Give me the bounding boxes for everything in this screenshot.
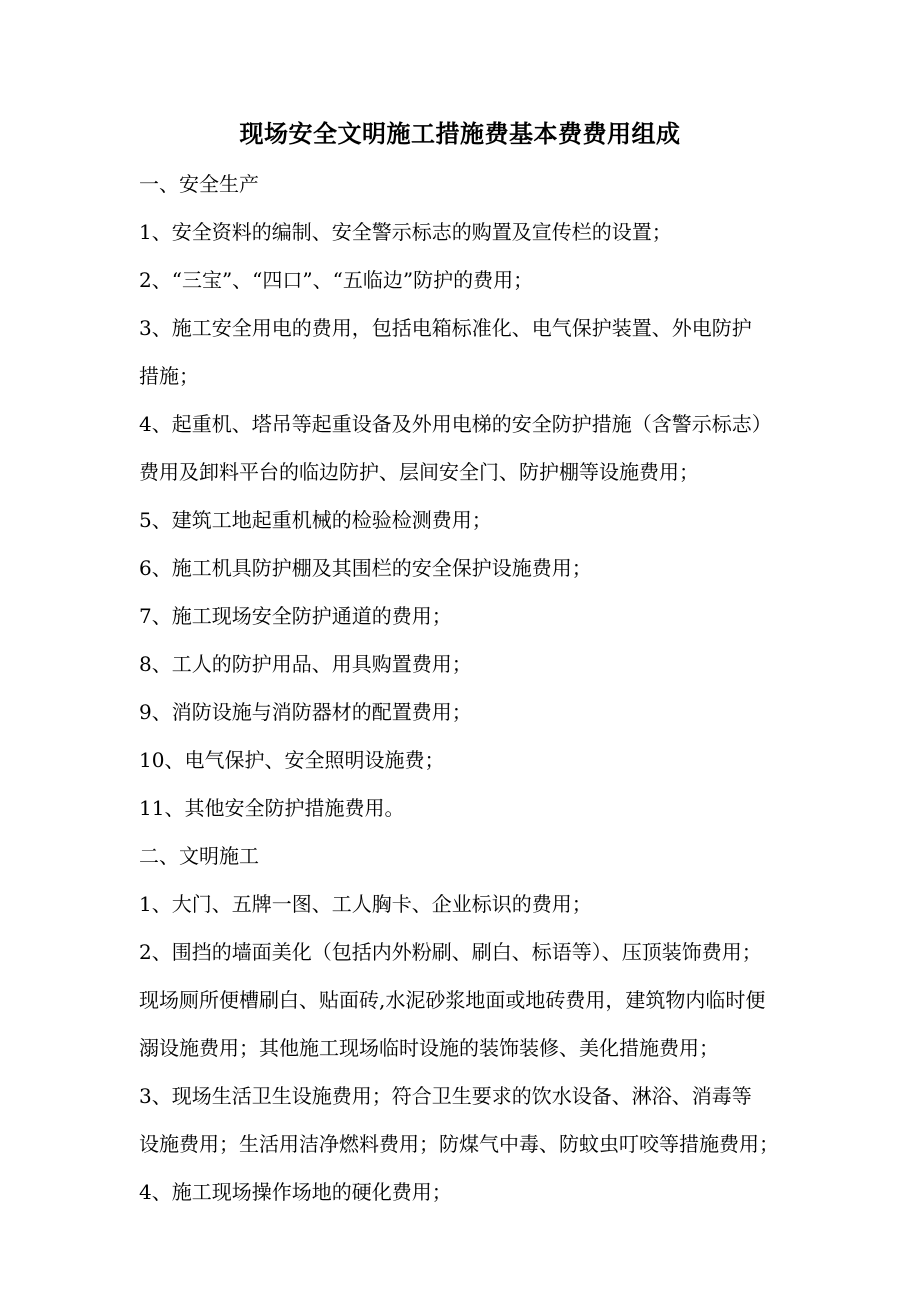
safety-item-5: 5、建筑工地起重机械的检验检测费用；: [139, 508, 492, 532]
safety-item-3: 3、施工安全用电的费用，包括电箱标准化、电气保护装置、外电防护: [139, 316, 752, 340]
safety-item-4: 4、起重机、塔吊等起重设备及外用电梯的安全防护措施（含警示标志）: [139, 412, 772, 436]
safety-item-4-cont: 费用及卸料平台的临边防护、层间安全门、防护棚等设施费用；: [139, 460, 699, 484]
safety-item-2: 2、“三宝”、“四口”、“五临边”防护的费用；: [139, 268, 534, 292]
safety-item-10: 10、电气保护、安全照明设施费；: [139, 748, 445, 772]
safety-item-7: 7、施工现场安全防护通道的费用；: [139, 604, 452, 628]
section-heading-civilized: 二、文明施工: [139, 844, 259, 868]
safety-item-9: 9、消防设施与消防器材的配置费用；: [139, 700, 472, 724]
civilized-item-1: 1、大门、五牌一图、工人胸卡、企业标识的费用；: [139, 892, 592, 916]
safety-item-8: 8、工人的防护用品、用具购置费用；: [139, 652, 472, 676]
safety-item-1: 1、安全资料的编制、安全警示标志的购置及宣传栏的设置；: [139, 220, 672, 244]
civilized-item-2-cont-1: 现场厕所便槽刷白、贴面砖,水泥砂浆地面或地砖费用，建筑物内临时便: [139, 988, 766, 1012]
civilized-item-3: 3、现场生活卫生设施费用；符合卫生要求的饮水设备、淋浴、消毒等: [139, 1084, 752, 1108]
safety-item-11: 11、其他安全防护措施费用。: [139, 796, 405, 820]
civilized-item-2: 2、围挡的墙面美化（包括内外粉刷、刷白、标语等）、压顶装饰费用；: [139, 940, 762, 964]
civilized-item-4: 4、施工现场操作场地的硬化费用；: [139, 1180, 452, 1204]
safety-item-6: 6、施工机具防护棚及其围栏的安全保护设施费用；: [139, 556, 592, 580]
civilized-item-3-cont: 设施费用；生活用洁净燃料费用；防煤气中毒、防蚊虫叮咬等措施费用；: [139, 1132, 779, 1156]
section-heading-safety: 一、安全生产: [139, 172, 259, 196]
document-title: 现场安全文明施工措施费基本费费用组成: [239, 120, 681, 148]
safety-item-3-cont: 措施；: [139, 364, 199, 388]
civilized-item-2-cont-2: 溺设施费用；其他施工现场临时设施的装饰装修、美化措施费用；: [139, 1036, 719, 1060]
